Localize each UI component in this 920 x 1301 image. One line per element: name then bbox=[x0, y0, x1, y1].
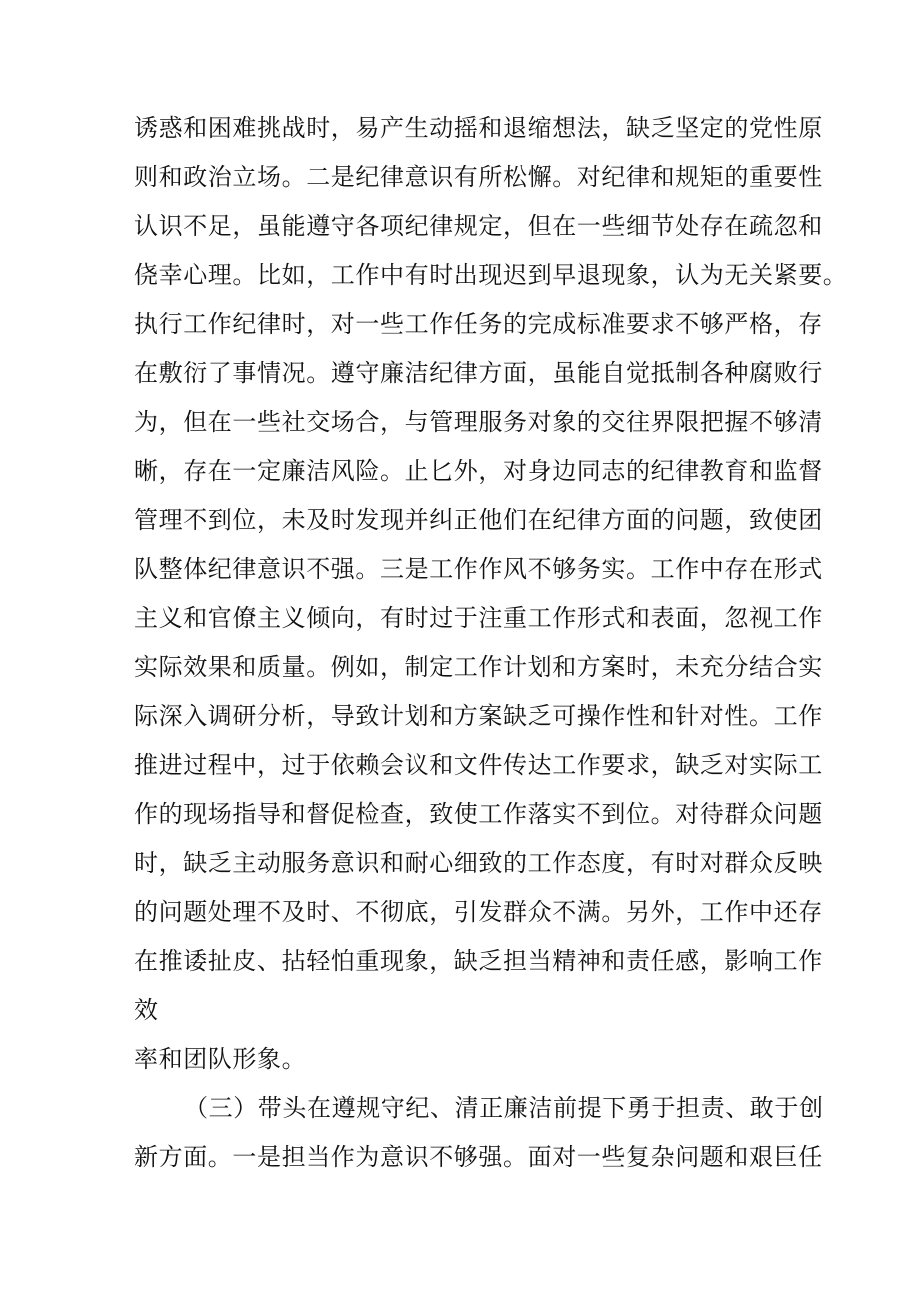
text-line: 管理不到位，未及时发现并纠正他们在纪律方面的问题，致使团 bbox=[134, 506, 823, 534]
text-line: 晰，存在一定廉洁风险。止匕外，对身边同志的纪律教育和监督 bbox=[134, 457, 823, 485]
body-text bbox=[134, 104, 848, 1182]
text-line: 侥幸心理。比如，工作中有时出现迟到早退现象，认为无关紧要。 bbox=[134, 261, 848, 289]
section-heading-line: （三）带头在遵规守纪、清正廉洁前提下勇于担责、敢于创 bbox=[184, 1094, 824, 1122]
text-line: 新方面。一是担当作为意识不够强。面对一些复杂问题和艰巨任 bbox=[134, 1143, 823, 1171]
text-line: 在推诿扯皮、拈轻怕重现象，缺乏担当精神和责任感，影响工作 bbox=[134, 947, 823, 975]
text-line: 为，但在一些社交场合，与管理服务对象的交往界限把握不够清 bbox=[134, 408, 823, 436]
text-line: 效 bbox=[134, 996, 159, 1024]
text-line: 认识不足，虽能遵守各项纪律规定，但在一些细节处存在疏忽和 bbox=[134, 212, 823, 240]
text-line: 际深入调研分析，导致计划和方案缺乏可操作性和针对性。工作 bbox=[134, 702, 823, 730]
text-line: 率和团队形象。 bbox=[134, 1045, 307, 1073]
text-line: 队整体纪律意识不强。三是工作作风不够务实。工作中存在形式 bbox=[134, 555, 823, 583]
text-line: 执行工作纪律时，对一些工作任务的完成标准要求不够严格，存 bbox=[134, 310, 823, 338]
text-line: 作的现场指导和督促检查，致使工作落实不到位。对待群众问题 bbox=[134, 800, 823, 828]
text-line: 在敷衍了事情况。遵守廉洁纪律方面，虽能自觉抵制各种腐败行 bbox=[134, 359, 823, 387]
text-line: 推进过程中，过于依赖会议和文件传达工作要求，缺乏对实际工 bbox=[134, 751, 823, 779]
text-line: 的问题处理不及时、不彻底，引发群众不满。另外，工作中还存 bbox=[134, 898, 823, 926]
text-line: 实际效果和质量。例如，制定工作计划和方案时，未充分结合实 bbox=[134, 653, 823, 681]
text-line: 时，缺乏主动服务意识和耐心细致的工作态度，有时对群众反映 bbox=[134, 849, 823, 877]
text-line: 则和政治立场。二是纪律意识有所松懈。对纪律和规矩的重要性 bbox=[134, 163, 823, 191]
text-line: 诱惑和困难挑战时，易产生动摇和退缩想法，缺乏坚定的党性原 bbox=[134, 114, 823, 142]
text-line: 主义和官僚主义倾向，有时过于注重工作形式和表面，忽视工作 bbox=[134, 604, 823, 632]
